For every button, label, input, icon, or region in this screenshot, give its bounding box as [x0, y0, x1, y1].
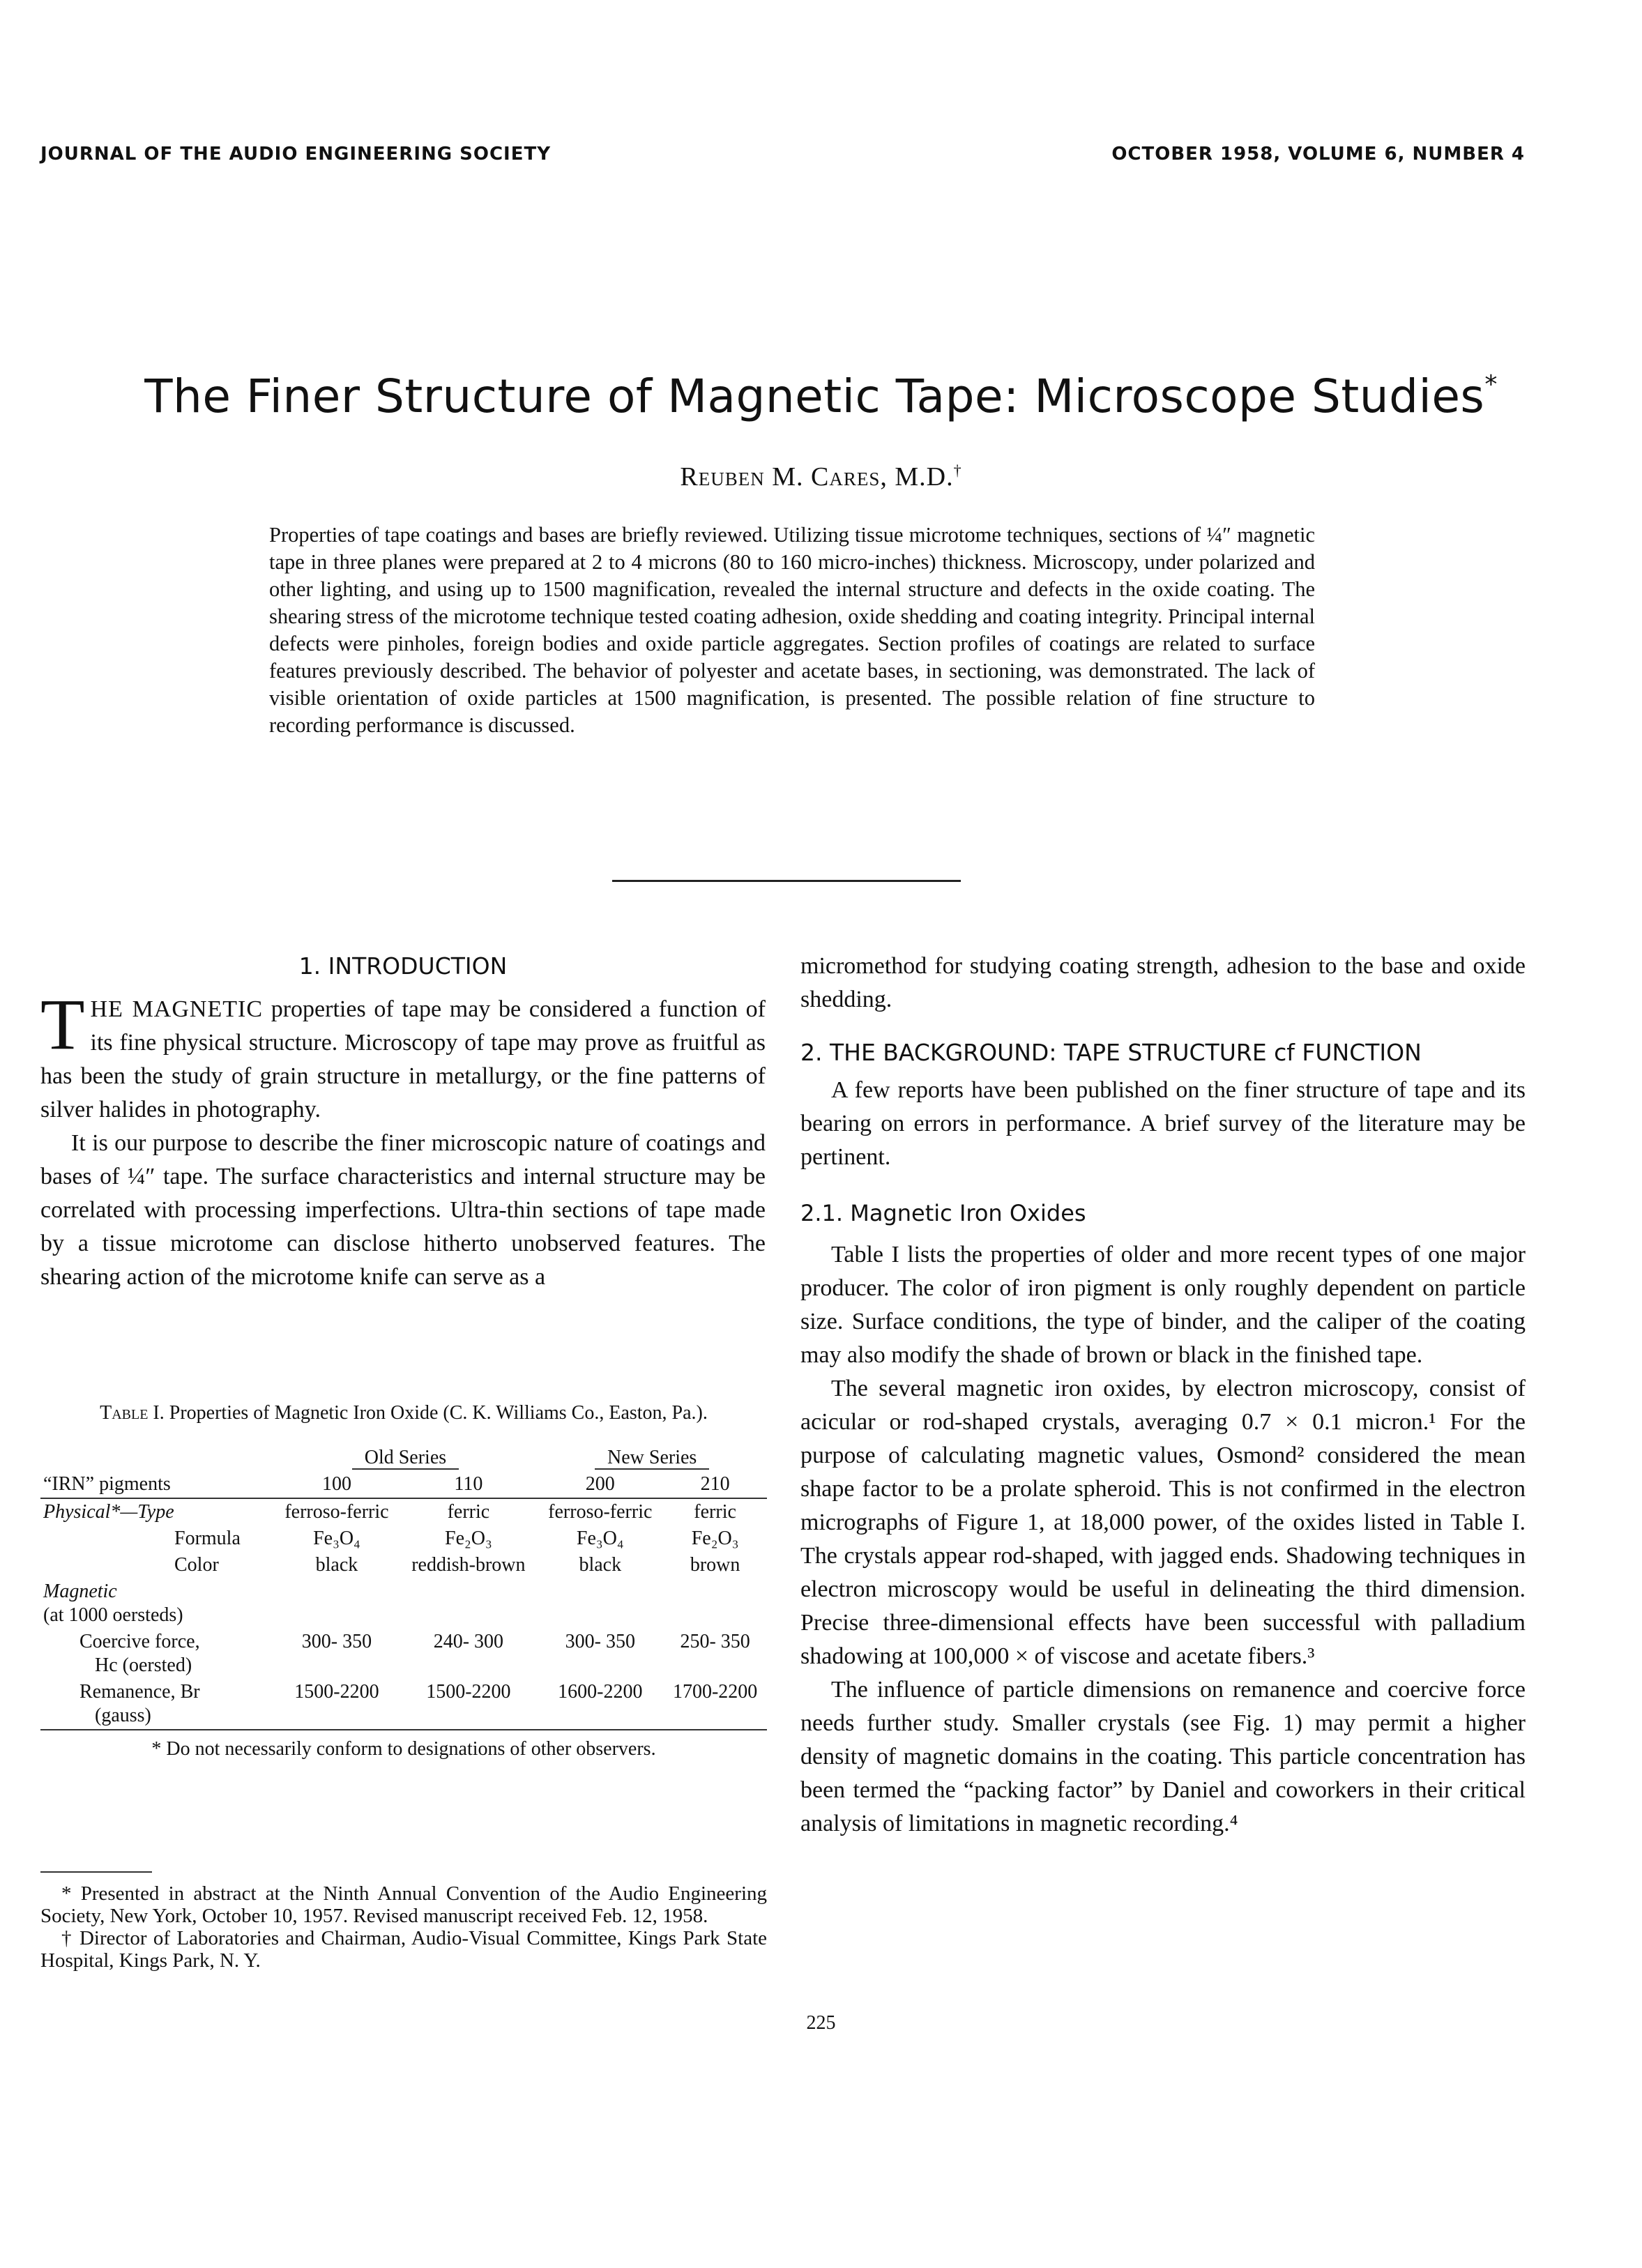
column-header: 200: [537, 1471, 663, 1498]
author-name: Reuben M. Cares, M.D.: [680, 462, 954, 492]
row-header-label: “IRN” pigments: [40, 1471, 274, 1498]
table-row-color: [40, 1552, 767, 1578]
table-cell: ferric: [447, 1501, 490, 1523]
oxides-paragraph-3: The influence of particle dimensions on remanence and coercive force needs further study. Smaller crystals (see Fig. 1) may permit a higher density of magnetic domains in the coating. This particle concentration has been termed the “packing factor” by Daniel and coworkers in their critical analysis of limitations in magnetic recording.⁴: [800, 1677, 1526, 1836]
table-iron-oxide: [40, 1401, 767, 1761]
table-cell: ferroso-ferric: [548, 1501, 653, 1523]
abstract: Properties of tape coatings and bases are briefly reviewed. Utilizing tissue microtome techniques, sections of ¼″ magnetic tape in three planes were prepared at 2 to 4 microns (80 to 160 micro-inches) thickness. Microscopy, under polarized and other lighting, and using up to 1500 magnification, revealed the internal structure and defects in the oxide coating. The shearing stress of the microtome technique tested coating adhesion, oxide shedding and coating integrity. Principal internal defects were pinholes, foreign bodies and oxide particle aggregates. Section profiles of coatings are related to surface features previously described. The behavior of polyester and acetate bases, in sectioning, was demonstrated. The lack of visible orientation of oxide particles at 1500 magnification, is presented. The possible relation of fine structure to recording performance is discussed.: [269, 523, 1315, 737]
running-header-journal: JOURNAL OF THE AUDIO ENGINEERING SOCIETY: [40, 144, 552, 165]
column-header: 110: [400, 1471, 537, 1498]
table-cell: ferroso-ferric: [284, 1501, 389, 1523]
table-header-row: [40, 1471, 767, 1498]
table-cell: Fe₂O₃: [691, 1528, 739, 1549]
table-cell: reddish-brown: [411, 1554, 526, 1576]
column-header: 100: [274, 1471, 400, 1498]
author-line: [0, 462, 1642, 492]
background-paragraph-1: A few reports have been published on the finer structure of tape and its bearing on errors in performance. A brief survey of the literature may be pertinent.: [800, 1077, 1526, 1170]
properties-table: [40, 1445, 767, 1730]
footnotes: [40, 1882, 767, 1972]
column-header: 210: [663, 1471, 767, 1498]
physical-type-label: Physical*—Type: [43, 1501, 174, 1523]
table-cell: 300- 350: [565, 1631, 635, 1652]
table-footnote: * Do not necessarily conform to designations of other observers.: [151, 1738, 656, 1760]
group-old-series: Old Series: [352, 1447, 459, 1470]
left-column: [40, 950, 766, 1294]
table-row-magnetic: [40, 1578, 767, 1629]
title-footnote-mark: *: [1484, 370, 1498, 399]
table-label: Table I.: [100, 1402, 165, 1424]
title-divider: [612, 880, 961, 882]
table-cell: brown: [690, 1554, 740, 1576]
magnetic-sub-label: (at 1000 oersteds): [43, 1604, 183, 1626]
footnote-star: * Presented in abstract at the Ninth Annual Convention of the Audio Engineering Society, New York, October 10, 1957. Revised manuscript received Feb. 12, 1958.: [40, 1882, 767, 1927]
intro-paragraph-2: It is our purpose to describe the finer microscopic nature of coatings and bases of ¼″ tape. The surface characteristics and internal structure may be correlated with processing imperfections. Ultra-thin sections of tape made by a tissue microtome can disclose hitherto unobserved features. The shearing action of the microtome knife can serve as a: [40, 1130, 766, 1290]
footnote-divider: [40, 1871, 152, 1873]
table-cell: 1600-2200: [537, 1679, 663, 1730]
page-number: 225: [806, 2012, 836, 2034]
intro-lead-caps: HE MAGNETIC: [90, 996, 264, 1022]
table-row-type: [40, 1498, 767, 1525]
table-cell: 250- 350: [680, 1631, 750, 1652]
table-cell: 240- 300: [433, 1631, 504, 1652]
section-heading-background: 2. THE BACKGROUND: TAPE STRUCTURE cf FUNCTION: [800, 1039, 1422, 1066]
table-row-coercive: [40, 1629, 767, 1679]
magnetic-label: Magnetic: [43, 1581, 117, 1602]
table-caption: [40, 1401, 767, 1425]
table-group-row: [40, 1445, 767, 1471]
table-cell: black: [579, 1554, 622, 1576]
oxides-paragraph-1: Table I lists the properties of older and more recent types of one major producer. The color of iron pigment is only roughly dependent on particle size. Surface conditions, the type of binder, and the caliper of the coating may also modify the shade of brown or black in the finished tape.: [800, 1242, 1526, 1368]
footnote-dagger: † Director of Laboratories and Chairman, Audio-Visual Committee, Kings Park State Hospital, Kings Park, N. Y.: [40, 1927, 767, 1972]
author-footnote-mark: †: [953, 462, 962, 479]
group-new-series: New Series: [595, 1447, 709, 1470]
running-header-issue: OCTOBER 1958, VOLUME 6, NUMBER 4: [1111, 144, 1525, 165]
table-row-remanence: [40, 1679, 767, 1730]
table-cell: 1500-2200: [400, 1679, 537, 1730]
drop-cap: T: [40, 984, 85, 1065]
coercive-label: Coercive force,: [79, 1631, 200, 1652]
table-cell: black: [315, 1554, 358, 1576]
table-caption-text: Properties of Magnetic Iron Oxide (C. K. Williams Co., Easton, Pa.).: [169, 1402, 708, 1424]
table-cell: Fe₃O₄: [576, 1528, 624, 1549]
table-cell: Fe₃O₄: [313, 1528, 360, 1549]
table-cell: 1700-2200: [663, 1679, 767, 1730]
coercive-unit: Hc (oersted): [95, 1654, 192, 1676]
remanence-label: Remanence, Br: [79, 1681, 200, 1703]
table-cell: Fe₂O₃: [445, 1528, 492, 1549]
article-title: [0, 370, 1642, 423]
article-title-text: The Finer Structure of Magnetic Tape: Microscope Studies: [144, 370, 1485, 423]
color-label: Color: [174, 1554, 219, 1576]
intro-paragraph-1-text: properties of tape may be considered a function of its fine physical structure. Microscopy of tape may prove as fruitful as has been the study of grain structure in metallurgy, or the fine patterns of silver halides in photography.: [40, 996, 766, 1122]
remanence-unit: (gauss): [95, 1705, 151, 1726]
table-cell: 1500-2200: [274, 1679, 400, 1730]
table-cell: 300- 350: [301, 1631, 372, 1652]
formula-label: Formula: [174, 1528, 241, 1549]
table-row-formula: [40, 1525, 767, 1552]
subsection-heading-oxides: 2.1. Magnetic Iron Oxides: [800, 1200, 1086, 1226]
intro-paragraph-1: [40, 984, 766, 1127]
right-column: [800, 950, 1526, 1841]
section-heading-introduction: 1. INTRODUCTION: [298, 952, 508, 980]
right-paragraph-continued: micromethod for studying coating strength, adhesion to the base and oxide shedding.: [800, 953, 1526, 1012]
table-cell: ferric: [694, 1501, 736, 1523]
oxides-paragraph-2: The several magnetic iron oxides, by electron microscopy, consist of acicular or rod-shaped crystals, averaging 0.7 × 0.1 micron.¹ For the purpose of calculating magnetic values, Osmond² considered the mean shape factor to be a prolate spheroid. This is not confirmed in the electron micrographs of Figure 1, at 18,000 power, of the oxides listed in Table I. The crystals appear rod-shaped, with jagged ends. Shadowing techniques in electron microscopy would be useful in delineating the third dimension. Precise three-dimensional effects have been successful with palladium shadowing at 100,000 × of viscose and acetate fibers.³: [800, 1376, 1526, 1669]
